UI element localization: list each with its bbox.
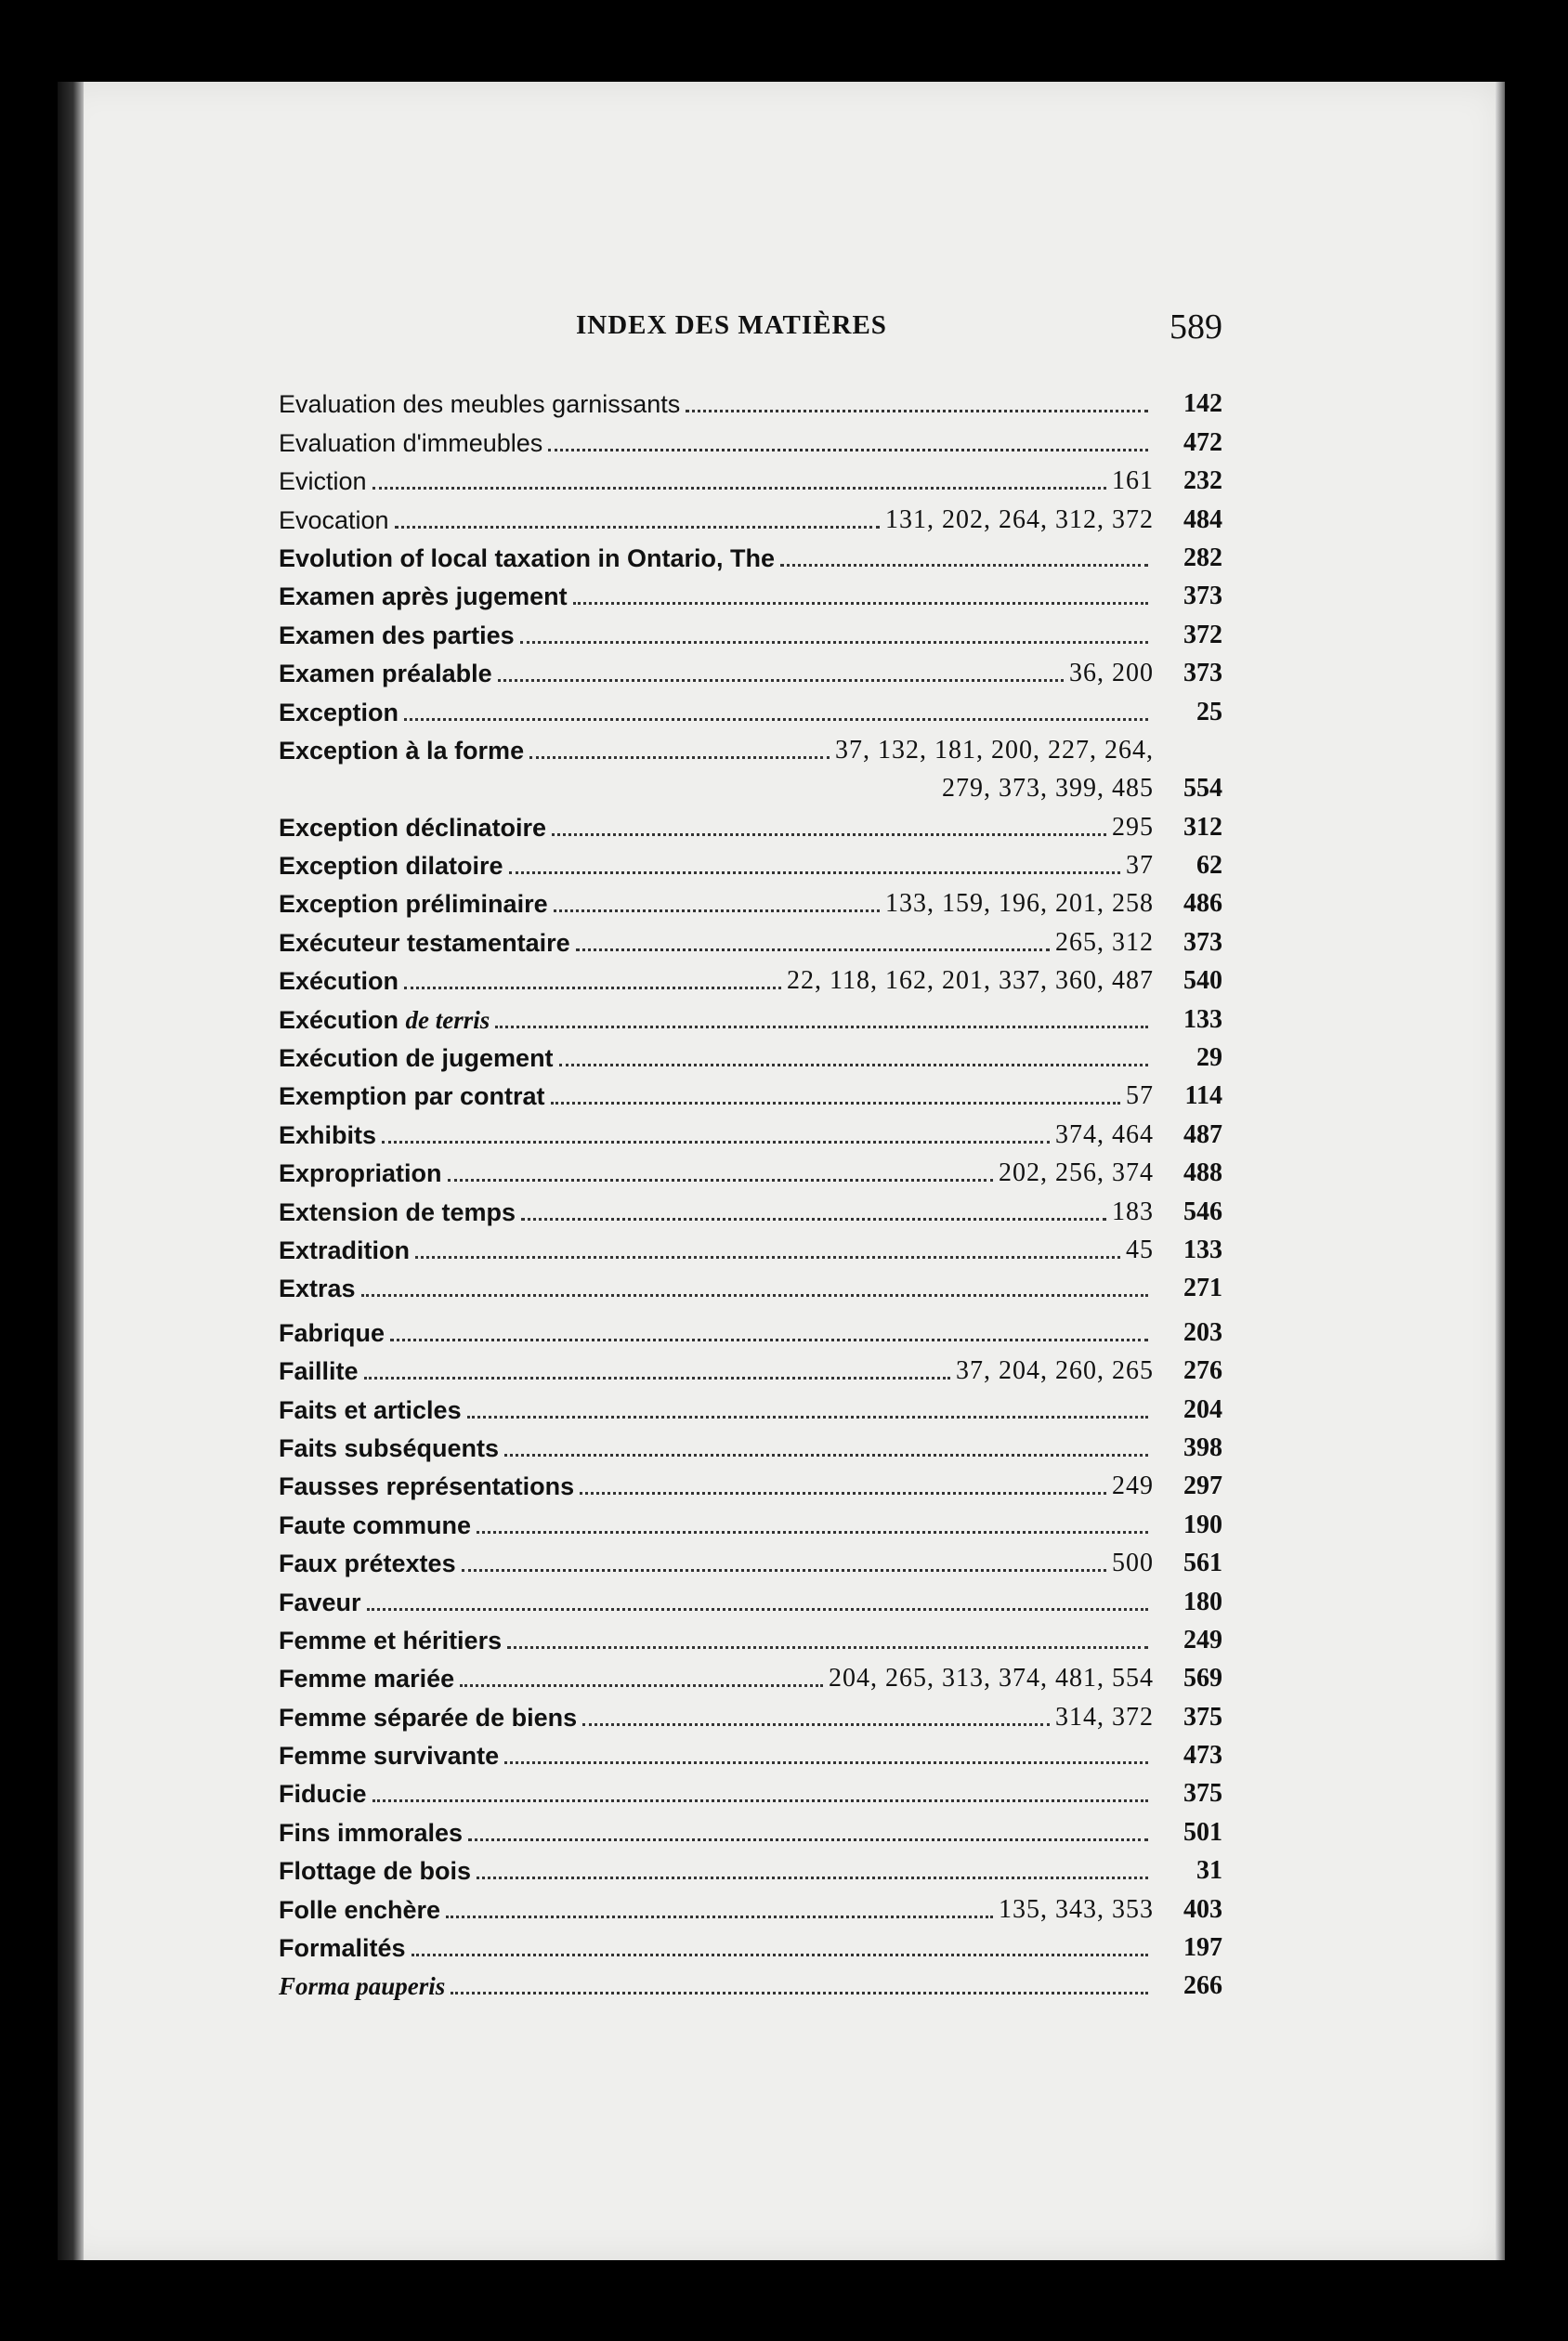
index-entry (279, 381, 1222, 419)
index-entry (279, 919, 1222, 957)
index-entry (279, 958, 1222, 996)
entry-term (279, 1319, 385, 1348)
entry-refs: 374, 464 (1055, 1119, 1154, 1149)
index-entry (279, 1150, 1222, 1188)
entry-term-text: Expropriation (279, 1159, 442, 1188)
entry-page: 276 (1183, 1356, 1222, 1386)
dot-leader (446, 1915, 993, 1918)
entry-term (279, 660, 492, 688)
entry-term-text: Femme survivante (279, 1742, 500, 1771)
dot-leader (509, 870, 1120, 874)
dot-leader (552, 832, 1106, 836)
entry-term (279, 1665, 454, 1694)
entry-term (279, 1819, 463, 1848)
index-entry (279, 1848, 1222, 1886)
entry-page: 297 (1183, 1471, 1222, 1501)
entry-page: 133 (1183, 1004, 1222, 1034)
index-entry (279, 1925, 1222, 1963)
entry-page: 540 (1183, 966, 1222, 996)
entry-term-text: Exécution (279, 967, 399, 996)
entry-term (279, 1780, 367, 1809)
entry-term (279, 1044, 554, 1073)
entry-term-text: Exception (279, 698, 399, 726)
dot-leader (780, 563, 1148, 567)
entry-term (279, 1396, 462, 1425)
entry-term-text: Fiducie (279, 1780, 367, 1809)
entry-term-text: Fabrique (279, 1318, 385, 1347)
entry-term (279, 814, 546, 843)
index-entry (279, 1501, 1222, 1539)
dot-leader (468, 1837, 1148, 1841)
dot-leader (395, 525, 880, 529)
entry-page: 25 (1196, 697, 1222, 726)
index-entry-continuation (279, 765, 1222, 804)
index-entry (279, 688, 1222, 726)
dot-leader (498, 678, 1064, 682)
entry-term-text: Extradition (279, 1236, 411, 1264)
dot-leader (477, 1530, 1148, 1534)
index-entry (279, 1265, 1222, 1303)
entry-page: 373 (1183, 582, 1222, 611)
entry-page: 271 (1183, 1274, 1222, 1303)
dot-leader (504, 1453, 1148, 1457)
entry-term-text: Exhibits (279, 1120, 377, 1149)
entry-term (279, 1006, 490, 1035)
entry-page: 501 (1183, 1817, 1222, 1847)
entry-term-text: Exemption par contrat (279, 1082, 545, 1111)
entry-refs: 204, 265, 313, 374, 481, 554 (829, 1664, 1154, 1694)
dot-leader (576, 948, 1050, 951)
index-entry (279, 1111, 1222, 1149)
entry-term-text: Faveur (279, 1588, 361, 1616)
index-entry (279, 419, 1222, 457)
dot-leader (520, 640, 1148, 644)
entry-refs: 314, 372 (1055, 1702, 1154, 1732)
index-entry (279, 1188, 1222, 1226)
dot-leader (415, 1255, 1120, 1259)
entry-term (279, 467, 367, 496)
entry-page: 372 (1183, 620, 1222, 649)
dot-leader (495, 1025, 1148, 1028)
index-entry (279, 1309, 1222, 1347)
dot-leader (404, 986, 781, 989)
index-entry (279, 1886, 1222, 1924)
entry-refs: 22, 118, 162, 201, 337, 360, 487 (787, 966, 1154, 996)
entry-refs: 500 (1112, 1549, 1154, 1578)
dot-leader (467, 1415, 1148, 1419)
entry-term-italic: de terris (405, 1005, 490, 1034)
entry-page: 373 (1183, 659, 1222, 688)
entry-term-text: Fausses représentations (279, 1472, 575, 1501)
index-entry (279, 881, 1222, 919)
index-entry (279, 804, 1222, 842)
entry-refs: 202, 256, 374 (999, 1158, 1154, 1188)
entry-page: 312 (1183, 812, 1222, 842)
entry-term (279, 429, 542, 458)
dot-leader (367, 1607, 1148, 1611)
entry-page: 375 (1183, 1702, 1222, 1732)
entry-term (279, 582, 568, 611)
dot-leader (390, 1338, 1148, 1341)
entry-term (279, 1121, 376, 1150)
index-entry (279, 611, 1222, 649)
index-entry (279, 727, 1222, 765)
entry-term-text: Faute commune (279, 1511, 472, 1539)
entry-term (279, 1472, 574, 1501)
entry-term (279, 1704, 577, 1733)
index-entry (279, 1386, 1222, 1424)
entry-page: 203 (1183, 1317, 1222, 1347)
dot-leader (460, 1683, 823, 1687)
dot-leader (477, 1876, 1148, 1879)
dot-leader (548, 448, 1148, 451)
entry-page: 472 (1183, 427, 1222, 457)
index-entry (279, 1035, 1222, 1073)
entry-term (279, 1627, 502, 1655)
index-entry (279, 1809, 1222, 1847)
entry-term-text: Exécuteur testamentaire (279, 928, 570, 957)
entry-page: 375 (1183, 1779, 1222, 1809)
entry-term-text: Eviction (279, 467, 367, 496)
dot-leader (364, 1376, 950, 1380)
entry-page: 487 (1183, 1119, 1222, 1149)
dot-leader (529, 755, 830, 759)
entry-refs: 279, 373, 399, 485 (942, 774, 1154, 804)
dot-leader (507, 1645, 1148, 1649)
index-entry (279, 496, 1222, 534)
entry-term (279, 1589, 361, 1617)
entry-page: 190 (1183, 1510, 1222, 1539)
entry-term-text: Faux prétextes (279, 1550, 456, 1578)
entry-term (279, 967, 399, 996)
entry-term (279, 1198, 516, 1227)
index-entry (279, 1540, 1222, 1578)
entry-refs: 265, 312 (1055, 927, 1154, 957)
entry-term (279, 890, 548, 919)
entry-term-text: Femme séparée de biens (279, 1703, 578, 1732)
dot-leader (448, 1178, 993, 1182)
entry-refs: 133, 159, 196, 201, 258 (885, 889, 1154, 919)
entry-term-text: Examen préalable (279, 660, 492, 688)
index-entry (279, 573, 1222, 611)
entry-term (279, 1236, 410, 1265)
entry-page: 546 (1183, 1197, 1222, 1226)
dot-leader (582, 1722, 1050, 1726)
entry-term (279, 1275, 356, 1303)
entry-term (279, 1550, 456, 1578)
index-entries (279, 381, 1222, 2001)
entry-page: 114 (1184, 1081, 1222, 1111)
entry-term-italic: Forma pauperis (279, 1972, 446, 2001)
book-spine (58, 82, 84, 2260)
entry-page: 282 (1183, 543, 1222, 572)
entry-refs: 295 (1112, 812, 1154, 842)
entry-term-text: Evolution of local taxation in Ontario, The (279, 543, 776, 572)
entry-term-text: Faillite (279, 1357, 359, 1386)
index-entry (279, 458, 1222, 496)
entry-page: 266 (1183, 1971, 1222, 2001)
entry-term-text: Exception déclinatoire (279, 813, 547, 842)
index-entry (279, 1733, 1222, 1771)
index-entry (279, 843, 1222, 881)
dot-leader (382, 1140, 1050, 1144)
entry-page: 142 (1183, 389, 1222, 419)
entry-term-text: Folle enchère (279, 1895, 441, 1924)
entry-page: 398 (1183, 1432, 1222, 1462)
entry-term (279, 1742, 499, 1771)
entry-term-text: Faits et articles (279, 1395, 462, 1424)
entry-page: 204 (1183, 1394, 1222, 1424)
entry-term (279, 852, 503, 881)
entry-term (279, 1159, 442, 1188)
entry-page: 249 (1183, 1625, 1222, 1654)
entry-term-text: Examen des parties (279, 621, 515, 649)
index-entry (279, 1463, 1222, 1501)
entry-term (279, 929, 570, 958)
entry-term-text: Exécution de jugement (279, 1044, 554, 1073)
entry-term (279, 1857, 471, 1886)
entry-term-text: Flottage de bois (279, 1857, 472, 1886)
index-entry (279, 1348, 1222, 1386)
index-entry (279, 1073, 1222, 1111)
entry-refs: 36, 200 (1069, 659, 1154, 688)
entry-term (279, 699, 399, 727)
dot-leader (686, 409, 1148, 412)
entry-refs: 135, 343, 353 (999, 1894, 1154, 1924)
entry-term (279, 1934, 406, 1963)
entry-refs: 45 (1126, 1235, 1154, 1264)
index-entry (279, 1425, 1222, 1463)
entry-refs: 57 (1126, 1081, 1154, 1111)
entry-term (279, 737, 524, 765)
entry-page: 484 (1183, 504, 1222, 534)
entry-term-text: Exception à la forme (279, 736, 525, 765)
entry-term (279, 1434, 499, 1463)
entry-term-text: Femme et héritiers (279, 1626, 503, 1654)
entry-term-text: Fins immorales (279, 1818, 464, 1847)
dot-leader (559, 1063, 1148, 1066)
index-entry (279, 1771, 1222, 1809)
page-edge (1496, 82, 1505, 2260)
entry-refs: 161 (1112, 466, 1154, 496)
page-title: INDEX DES MATIÈRES (576, 310, 887, 340)
entry-page: 29 (1196, 1043, 1222, 1073)
entry-page: 197 (1183, 1933, 1222, 1963)
entry-term (279, 1896, 440, 1925)
dot-leader (451, 1991, 1148, 1994)
dot-leader (551, 1101, 1120, 1105)
entry-refs: 131, 202, 264, 312, 372 (885, 504, 1154, 534)
dot-leader (372, 1798, 1148, 1802)
page-header (279, 307, 1222, 351)
entry-term (279, 1357, 359, 1386)
dot-leader (580, 1491, 1106, 1495)
entry-term-text: Evocation (279, 505, 389, 534)
index-entry (279, 1694, 1222, 1732)
entry-term-text: Faits subséquents (279, 1433, 500, 1462)
entry-page: 569 (1183, 1664, 1222, 1694)
dot-leader (412, 1953, 1148, 1956)
entry-term-text: Examen après jugement (279, 582, 568, 611)
entry-refs: 183 (1112, 1197, 1154, 1226)
entry-term (279, 1511, 471, 1540)
entry-term-text: Formalités (279, 1934, 406, 1963)
index-entry (279, 1578, 1222, 1616)
entry-term (279, 1972, 445, 2001)
entry-page: 373 (1183, 927, 1222, 957)
entry-term (279, 390, 680, 419)
entry-term-text: Exécution (279, 1005, 399, 1034)
entry-term-text: Extension de temps (279, 1197, 516, 1226)
entry-term (279, 1082, 545, 1111)
dot-leader (504, 1760, 1148, 1764)
entry-page: 31 (1196, 1856, 1222, 1886)
entry-term-text: Femme mariée (279, 1665, 455, 1694)
index-entry (279, 1963, 1222, 2001)
entry-page: 232 (1183, 466, 1222, 496)
entry-refs: 37, 204, 260, 265 (956, 1356, 1154, 1386)
dot-leader (361, 1293, 1148, 1297)
entry-term-text: Exception dilatoire (279, 852, 503, 881)
entry-refs: 249 (1112, 1471, 1154, 1501)
entry-term (279, 621, 515, 650)
entry-page: 473 (1183, 1741, 1222, 1771)
entry-term (279, 544, 775, 573)
entry-page: 133 (1183, 1235, 1222, 1264)
page-number: 589 (1169, 307, 1222, 347)
index-entry (279, 1617, 1222, 1655)
entry-page: 488 (1183, 1158, 1222, 1188)
dot-leader (554, 909, 880, 912)
dot-leader (462, 1568, 1106, 1572)
index-entry (279, 535, 1222, 573)
entry-term (279, 506, 389, 535)
entry-term-text: Evaluation d'immeubles (279, 428, 543, 457)
entry-page: 561 (1183, 1549, 1222, 1578)
entry-term-text: Exception préliminaire (279, 890, 548, 919)
dot-leader (404, 717, 1148, 721)
entry-term-text: Extras (279, 1275, 356, 1303)
entry-refs: 37 (1126, 851, 1154, 881)
index-entry (279, 1227, 1222, 1265)
entry-page: 486 (1183, 889, 1222, 919)
dot-leader (573, 601, 1148, 605)
index-entry (279, 996, 1222, 1034)
entry-page: 180 (1183, 1587, 1222, 1616)
index-entry (279, 1655, 1222, 1694)
entry-refs: 37, 132, 181, 200, 227, 264, (835, 735, 1154, 765)
dot-leader (521, 1217, 1106, 1221)
entry-page: 62 (1196, 851, 1222, 881)
entry-term-text: Evaluation des meubles garnissants (279, 390, 681, 419)
dot-leader (372, 486, 1106, 490)
entry-page: 403 (1183, 1894, 1222, 1924)
index-entry (279, 650, 1222, 688)
entry-page: 554 (1183, 774, 1222, 804)
